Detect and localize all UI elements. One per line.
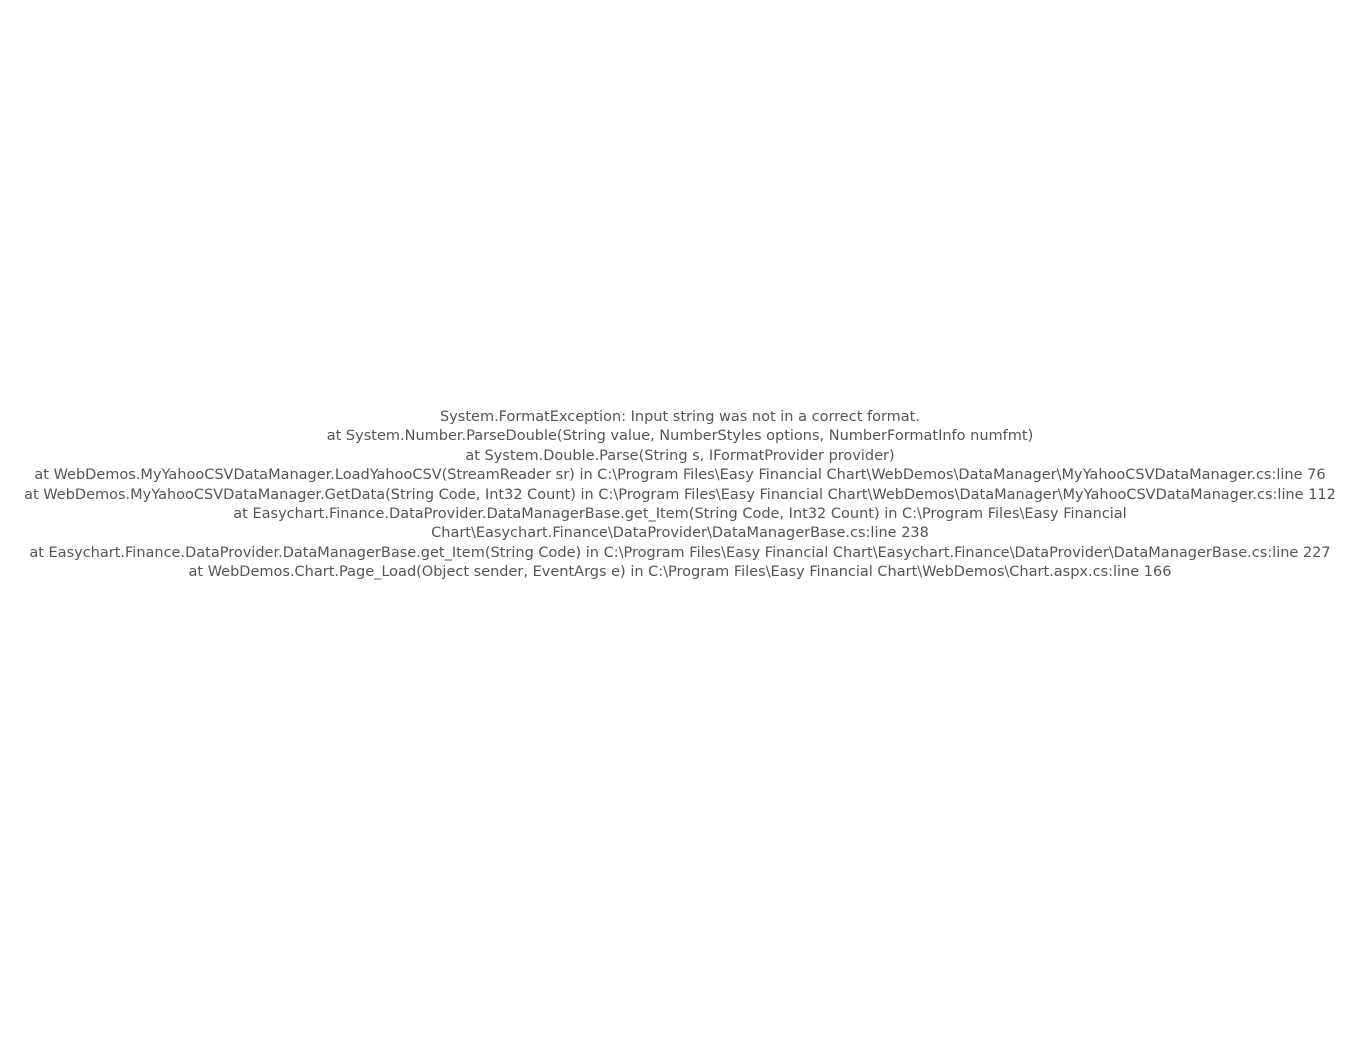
error-line-stack-1: at System.Number.ParseDouble(String value, NumberStyles options, NumberFormatInfo numfmt): [326, 428, 1034, 445]
error-line-stack-2: at System.Double.Parse(String s, IFormatProvider provider): [465, 447, 895, 464]
error-line-stack-7: at WebDemos.Chart.Page_Load(Object sender, EventArgs e) in C:\Program Files\Easy Financial Chart\WebDemos\Chart.aspx.cs:line 166: [188, 564, 1172, 581]
error-line-stack-4: at WebDemos.MyYahooCSVDataManager.GetData(String Code, Int32 Count) in C:\Program Files\Easy Financial Chart\WebDemos\DataManager\MyYahooCSVDataManager.cs:line 112: [24, 486, 1336, 503]
error-line-exception: System.FormatException: Input string was not in a correct format.: [440, 409, 920, 425]
error-line-stack-6: at Easychart.Finance.DataProvider.DataManagerBase.get_Item(String Code) in C:\Program Files\Easy Financial Chart\Easychart.Finance\DataProvider\DataManagerBase.cs:line 227: [29, 544, 1331, 561]
error-line-stack-3: at WebDemos.MyYahooCSVDataManager.LoadYahooCSV(StreamReader sr) in C:\Program Files\Easy Financial Chart\WebDemos\DataManager\MyYahooCSVDataManager.cs:line 76: [34, 467, 1326, 484]
error-line-stack-5: at Easychart.Finance.DataProvider.DataManagerBase.get_Item(String Code, Int32 Count) in C:\Program Files\Easy Financial Chart\Easychart.Finance\DataProvider\DataManagerBase.cs:line 238: [233, 506, 1127, 542]
error-message-block: [0, 408, 1360, 583]
